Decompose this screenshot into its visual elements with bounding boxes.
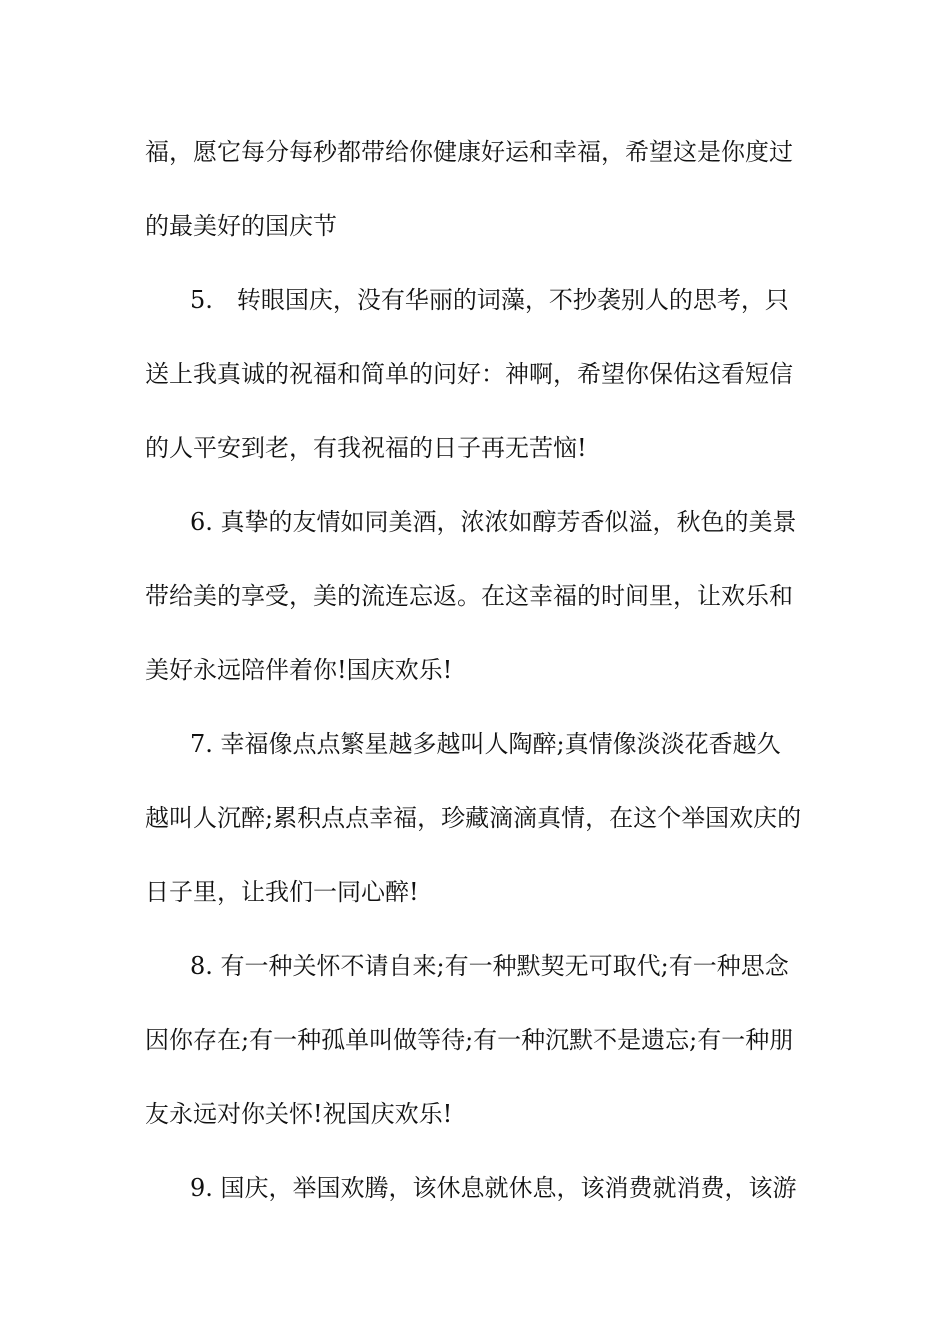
text-line: 带给美的享受，美的流连忘返。在这幸福的时间里，让欢乐和 — [145, 582, 793, 610]
text-line: 越叫人沉醉;累积点点幸福，珍藏滴滴真情，在这个举国欢庆的 — [145, 804, 802, 832]
text-line: 友永远对你关怀!祝国庆欢乐! — [145, 1100, 453, 1128]
text-line: 福，愿它每分每秒都带给你健康好运和幸福，希望这是你度过 — [145, 138, 793, 166]
text-line: 日子里，让我们一同心醉! — [145, 878, 419, 906]
text-line: 美好永远陪伴着你!国庆欢乐! — [145, 656, 453, 684]
text-line: 6. 真挚的友情如同美酒，浓浓如醇芳香似溢，秋色的美景 — [190, 508, 797, 536]
text-line: 的最美好的国庆节 — [145, 212, 337, 240]
text-line: 8. 有一种关怀不请自来;有一种默契无可取代;有一种思念 — [190, 952, 789, 980]
text-line: 送上我真诚的祝福和简单的问好：神啊，希望你保佑这看短信 — [145, 360, 793, 388]
text-line: 的人平安到老，有我祝福的日子再无苦恼! — [145, 434, 587, 462]
text-line: 因你存在;有一种孤单叫做等待;有一种沉默不是遗忘;有一种朋 — [145, 1026, 794, 1054]
text-line: 7. 幸福像点点繁星越多越叫人陶醉;真情像淡淡花香越久 — [190, 730, 781, 758]
text-line: 9. 国庆，举国欢腾，该休息就休息，该消费就消费，该游 — [190, 1174, 797, 1202]
text-line: 5. 转眼国庆，没有华丽的词藻，不抄袭别人的思考，只 — [190, 286, 789, 314]
